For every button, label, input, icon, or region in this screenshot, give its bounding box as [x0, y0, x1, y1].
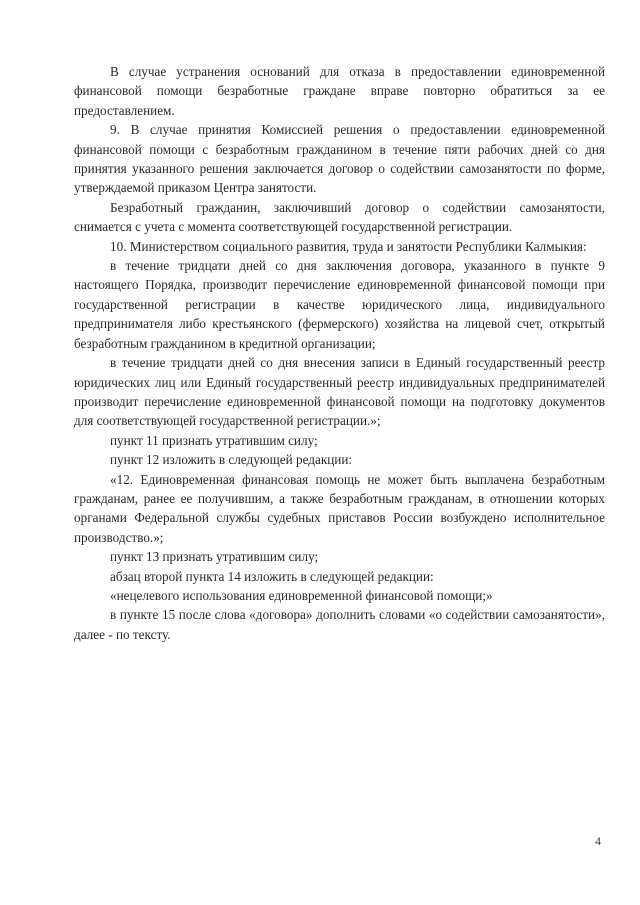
paragraph-item-14-edit: абзац второй пункта 14 изложить в следующей редакции: — [110, 568, 434, 584]
paragraph-item-11-void: пункт 11 признать утратившим силу; — [110, 432, 318, 448]
paragraph-transfer-legal-entity: в течение тридцати дней со дня заключения договора, указанного в пункте 9 настоящего Порядка, производит перечисление единовременной финансовой помощи при государственной регистрации в качестве юридического лица, индивидуального предпринимателя либо крестьянского (фермерского) хозяйства на лицевой счет, открытый безработным гражданином в кредитной организации; — [74, 258, 605, 351]
paragraph-deregistration: Безработный гражданин, заключивший договор о содействии самозанятости, снимается с учета с момента соответствующей государственной регистрации. — [74, 199, 605, 235]
paragraph-item-12-text: «12. Единовременная финансовая помощь не может быть выплачена безработным гражданам, ранее ее получившим, а также безработным гражданам, в отношении которых органами Федеральной службы судебных приставов России возбуждено исполнительное производство.»; — [74, 471, 605, 545]
paragraph-item-9: 9. В случае принятия Комиссией решения о предоставлении единовременной финансовой помощи с безработным гражданином в течение пяти рабочих дней со дня принятия указанного решения заключается договор о содействии самозанятости по форме, утверждаемой приказом Центра занятости. — [74, 122, 605, 196]
paragraph-item-13-void: пункт 13 признать утратившим силу; — [110, 549, 319, 565]
paragraph-transfer-registry: в течение тридцати дней со дня внесения записи в Единый государственный реестр юридических лиц или Единый государственный реестр индивидуальных предпринимателей производит перечисление единовременной финансовой помощи на подготовку документов для соответствующей государственной регистрации.»; — [74, 355, 605, 429]
paragraph-item-15-edit: в пункте 15 после слова «договора» дополнить словами «о содействии самозанятости», далее - по тексту. — [74, 607, 605, 642]
document-body — [74, 62, 605, 644]
paragraph-reapply: В случае устранения оснований для отказа в предоставлении единовременной финансовой помощи безработные граждане вправе повторно обратиться за ее предоставлением. — [74, 64, 605, 118]
paragraph-item-14-text: «нецелевого использования единовременной финансовой помощи;» — [110, 587, 493, 603]
page-number: 4 — [595, 834, 601, 848]
paragraph-item-10: 10. Министерством социального развития, труда и занятости Республики Калмыкия: — [110, 238, 587, 254]
paragraph-item-12-edit: пункт 12 изложить в следующей редакции: — [110, 452, 353, 468]
